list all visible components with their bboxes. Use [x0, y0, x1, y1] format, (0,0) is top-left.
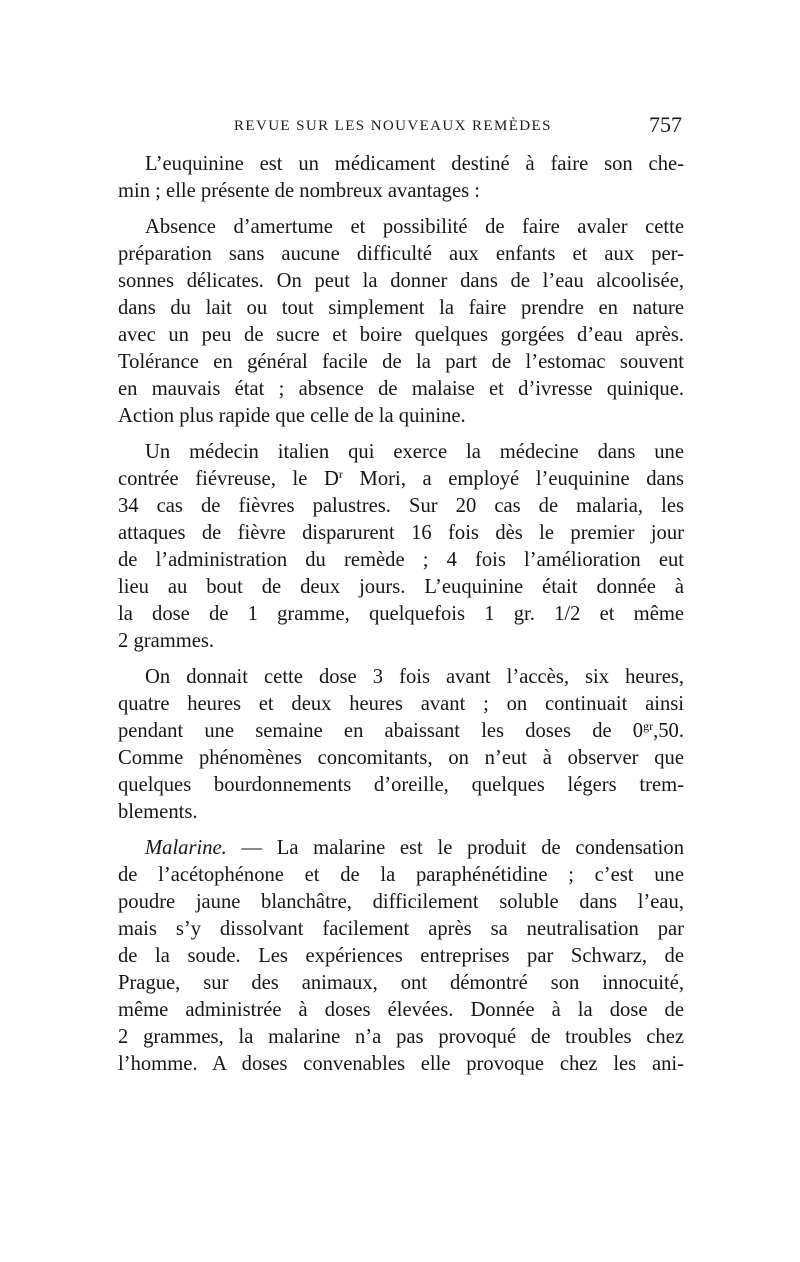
text-line: même administrée à doses élevées. Donnée à la dose de [118, 999, 684, 1021]
text-line: de la soude. Les expériences entreprises par Schwarz, de [118, 945, 684, 967]
text-line: quatre heures et deux heures avant ; on continuait ainsi [118, 693, 684, 715]
text-line: Prague, sur des animaux, ont démontré son innocuité, [118, 972, 684, 994]
text-line: lieu au bout de deux jours. L’euquinine était donnée à [118, 576, 684, 598]
text-line: On donnait cette dose 3 fois avant l’accès, six heures, [145, 666, 684, 688]
page-number: 757 [649, 112, 682, 137]
text-line: avec un peu de sucre et boire quelques gorgées d’eau après. [118, 324, 684, 346]
text-line: 2 grammes, la malarine n’a pas provoqué de troubles chez [118, 1026, 684, 1048]
text-line: de l’acétophénone et de la paraphénétidine ; c’est une [118, 864, 684, 886]
text-line: poudre jaune blanchâtre, difficilement soluble dans l’eau, [118, 891, 684, 913]
paragraph-malarine [118, 835, 684, 1078]
text-line: attaques de fièvre disparurent 16 fois dès le premier jour [118, 522, 684, 544]
text-line: 2 grammes. [118, 630, 215, 652]
text-line: Absence d’amertume et possibilité de faire avaler cette [145, 216, 684, 238]
text-line: l’homme. A doses convenables elle provoque chez les ani- [118, 1053, 684, 1075]
text-line: la dose de 1 gramme, quelquefois 1 gr. 1/2 et même [118, 603, 684, 625]
text-line: Action plus rapide que celle de la quinine. [118, 405, 466, 427]
text-line: min ; elle présente de nombreux avantages : [118, 180, 480, 202]
text-fragment: Mori, a employé l’euquinine dans [342, 468, 685, 490]
superscript: r [338, 467, 343, 481]
text-line [118, 718, 684, 745]
text-line: Un médecin italien qui exerce la médecine dans une [145, 441, 684, 463]
text-fragment: pendant une semaine en abaissant les doses de 0 [118, 720, 644, 742]
text-line: 34 cas de fièvres palustres. Sur 20 cas de malaria, les [118, 495, 684, 517]
text-line [118, 466, 684, 493]
text-line: sonnes délicates. On peut la donner dans de l’eau alcoolisée, [118, 270, 684, 292]
text-line: Comme phénomènes concomitants, on n’eut à observer que [118, 747, 684, 769]
text-line: quelques bourdonnements d’oreille, quelques légers trem- [118, 774, 684, 796]
text-line: préparation sans aucune difficulté aux enfants et aux per- [118, 243, 684, 265]
text-line: dans du lait ou tout simplement la faire prendre en nature [118, 297, 684, 319]
text-fragment: ,50. [653, 720, 684, 742]
paragraph-euquinine-intro [118, 151, 684, 205]
text-line: en mauvais état ; absence de malaise et d’ivresse quinique. [118, 378, 684, 400]
page-header [118, 112, 684, 146]
text-fragment: — La malarine est le produit de condensation [226, 837, 684, 859]
text-line: blements. [118, 801, 198, 823]
text-fragment: contrée fiévreuse, le D [118, 468, 339, 490]
running-title: REVUE SUR LES NOUVEAUX REMÈDES [234, 118, 552, 134]
paragraph-dosage [118, 664, 684, 826]
section-term-italic: Malarine. [145, 837, 227, 859]
text-line: L’euquinine est un médicament destiné à faire son che- [145, 153, 684, 175]
text-line [118, 835, 684, 862]
superscript: gr [643, 719, 654, 733]
paragraph-advantages [118, 214, 684, 430]
text-line: de l’administration du remède ; 4 fois l’amélioration eut [118, 549, 684, 571]
body-text [118, 151, 684, 1087]
text-line: mais s’y dissolvant facilement après sa neutralisation par [118, 918, 684, 940]
paragraph-dr-mori [118, 439, 684, 655]
text-line: Tolérance en général facile de la part de l’estomac souvent [118, 351, 684, 373]
